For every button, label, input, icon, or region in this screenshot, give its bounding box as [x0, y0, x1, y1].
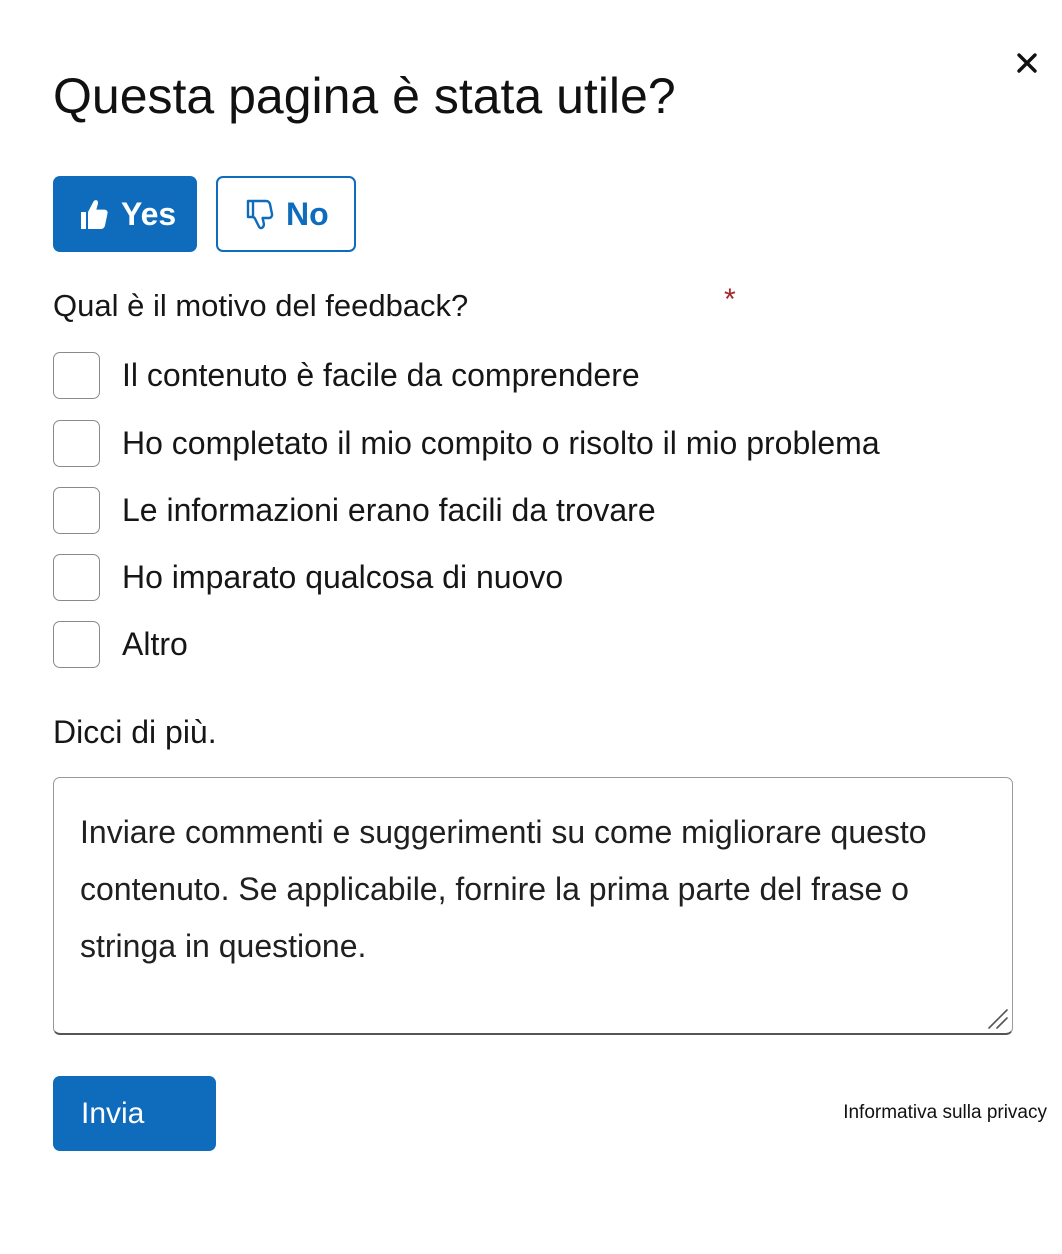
checkbox[interactable] — [53, 487, 100, 534]
option-label: Altro — [122, 625, 188, 662]
feedback-placeholder: Inviare commenti e suggerimenti su come migliorare questo contenuto. Se applicabile, fornire la prima parte del frase o stringa in questione. — [80, 814, 927, 964]
dialog-title: Questa pagina è stata utile? — [53, 68, 676, 124]
thumbs-up-icon — [79, 198, 109, 230]
checkbox[interactable] — [53, 554, 100, 601]
option-label: Ho imparato qualcosa di nuovo — [122, 558, 564, 595]
close-icon — [1016, 52, 1038, 74]
resize-grip-icon[interactable] — [985, 1006, 1009, 1030]
yes-label: Yes — [121, 195, 177, 232]
privacy-link[interactable]: Informativa sulla privacy — [843, 1102, 1047, 1123]
option-easy-to-understand[interactable] — [53, 351, 640, 399]
option-label: Ho completato il mio compito o risolto il mio problema — [122, 424, 880, 461]
details-label: Dicci di più. — [53, 714, 217, 750]
feedback-textarea[interactable] — [53, 777, 1013, 1035]
option-task-completed[interactable] — [53, 419, 880, 467]
thumbs-down-icon — [244, 198, 274, 230]
option-label: Il contenuto è facile da comprendere — [122, 356, 640, 393]
close-button[interactable] — [1008, 44, 1046, 82]
no-label: No — [286, 195, 329, 232]
option-label: Le informazioni erano facili da trovare — [122, 491, 656, 528]
submit-button[interactable]: Invia — [53, 1076, 216, 1151]
option-learned-something[interactable] — [53, 553, 563, 601]
option-other[interactable] — [53, 620, 188, 668]
checkbox[interactable] — [53, 420, 100, 467]
option-easy-to-find[interactable] — [53, 486, 656, 534]
reason-question: Qual è il motivo del feedback? — [53, 288, 469, 323]
yes-button[interactable] — [53, 176, 197, 252]
checkbox[interactable] — [53, 352, 100, 399]
required-marker: * — [724, 283, 736, 316]
checkbox[interactable] — [53, 621, 100, 668]
no-button[interactable] — [216, 176, 356, 252]
